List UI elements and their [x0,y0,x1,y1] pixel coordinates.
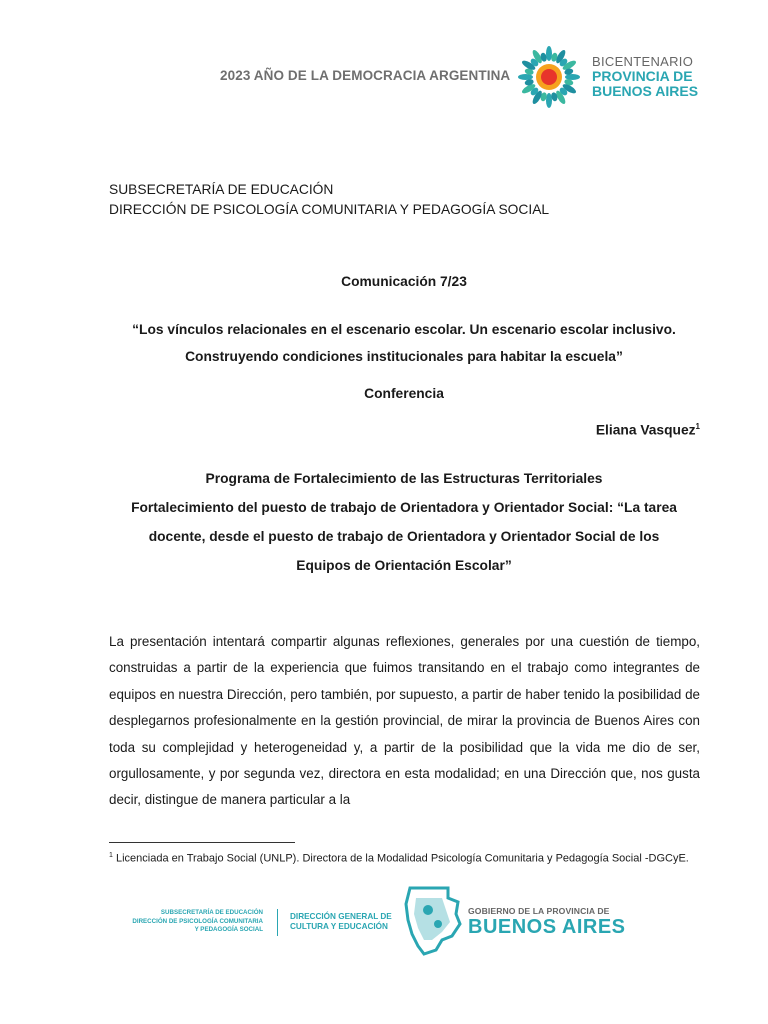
program-line: docente, desde el puesto de trabajo de Orientadora y Orientador Social de los [148,529,660,544]
sun-ray [546,93,552,108]
sun-ray [565,74,580,80]
document-title [104,316,704,370]
document-type: Conferencia [364,386,444,401]
footer-mid-line: DIRECCIÓN GENERAL DE [290,912,392,921]
year-banner: 2023 AÑO DE LA DEMOCRACIA ARGENTINA [220,68,511,83]
title-line: Construyendo condiciones institucionales para habitar la escuela” [185,349,623,364]
sun-ray [546,46,552,61]
program-line: Programa de Fortalecimiento de las Estructuras Territoriales [205,471,603,486]
footer-separator [277,909,278,936]
bicentenario-line: PROVINCIA DE [592,68,693,84]
title-line: “Los vínculos relacionales en el escenario escolar. Un escenario escolar inclusivo. [132,322,676,337]
buenos-aires-wordmark: BUENOS AIRES [468,916,626,938]
body-paragraph: La presentación intentará compartir algunas reflexiones, generales por una cuestión de tiempo, construidas a partir de la experiencia que fuimos transitando en el trabajo como integrantes de equipos en nuestra Dirección, pero también, por supuesto, a partir de haber tenido la posibilidad de desplegarnos profesionalmente en la gestión provincial, de mirar la provincia de Buenos Aires con toda su complejidad y heterogeneidad y, a partir de la posibilidad que la vida me dio de ser, orgullosamente, y por segunda vez, directora en esta modalidad; en una Dirección que, nos gusta decir, distingue de manera particular a la [109,634,700,808]
footer-dgcye [290,912,392,932]
author [596,422,700,438]
program-line: Fortalecimiento del puesto de trabajo de Orientadora y Orientador Social: “La tarea [131,500,677,515]
province-map-icon [402,884,462,958]
sun-logo-icon [514,44,584,110]
sun-ray [518,74,533,80]
footer-subsecretaria [120,909,263,935]
footer-gobierno-logo [468,906,626,938]
footer-left-line: SUBSECRETARÍA DE EDUCACIÓN [160,909,263,916]
org-line: DIRECCIÓN DE PSICOLOGÍA COMUNITARIA Y PEDAGOGÍA SOCIAL [109,202,550,217]
footer-left-line: Y PEDAGOGÍA SOCIAL [194,926,263,933]
footnote-divider [109,842,295,843]
bicentenario-logo-text [592,54,698,99]
bicentenario-line: BICENTENARIO [592,54,694,69]
organization-block [109,180,549,220]
author-name: Eliana Vasquez [595,422,696,438]
gobierno-line: GOBIERNO DE LA PROVINCIA DE [468,906,610,916]
bicentenario-line: BUENOS AIRES [592,83,699,99]
org-line: SUBSECRETARÍA DE EDUCACIÓN [109,182,334,197]
program-line: Equipos de Orientación Escolar” [296,558,512,573]
footnote-ref[interactable]: 1 [695,422,700,431]
program-block [104,464,704,580]
footer-mid-line: CULTURA Y EDUCACIÓN [290,922,388,931]
communication-number: Comunicación 7/23 [341,274,467,289]
footnote-text: Licenciada en Trabajo Social (UNLP). Directora de la Modalidad Psicología Comunitaria y Pedagogía Social -DGCyE. [112,852,689,865]
footnote [109,848,699,867]
footnote-mark: 1 [109,852,113,859]
footer-left-line: DIRECCIÓN DE PSICOLOGÍA COMUNITARIA [132,917,263,925]
